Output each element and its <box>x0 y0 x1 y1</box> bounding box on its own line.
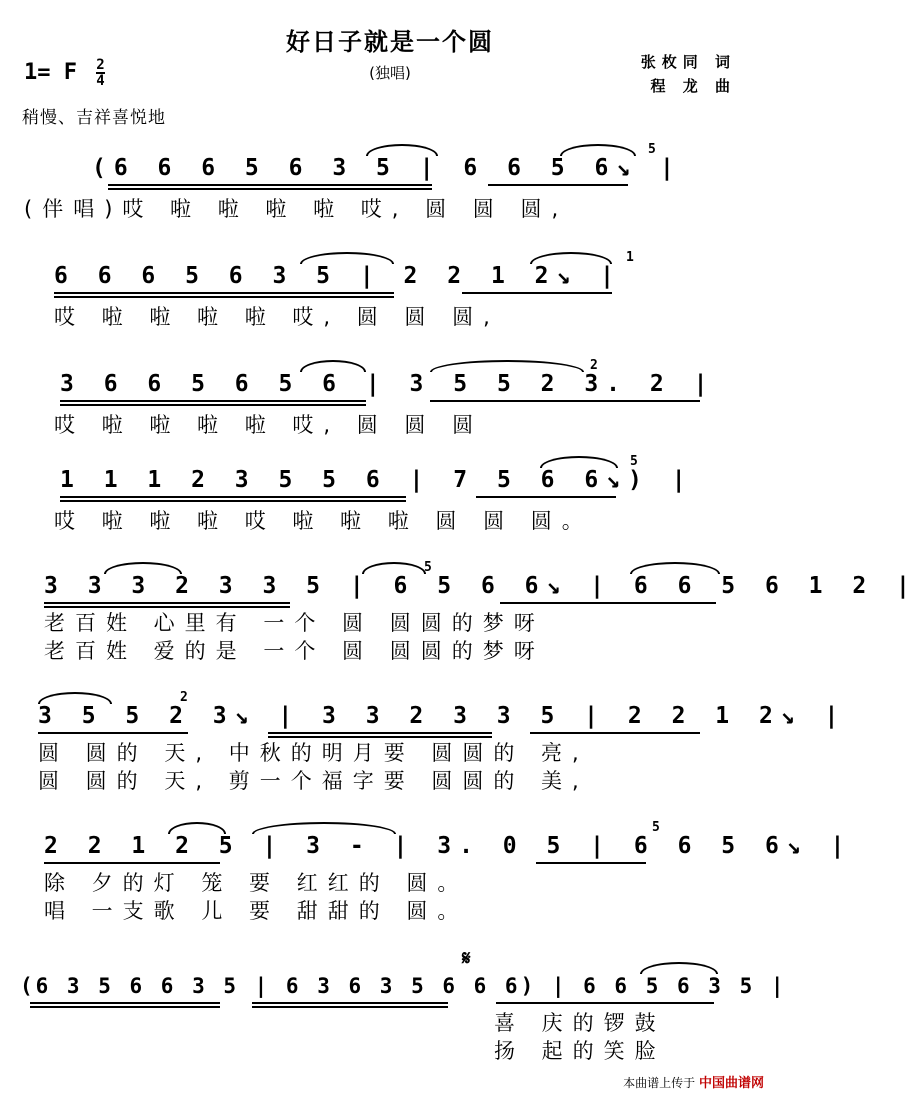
beam-line <box>108 188 432 190</box>
beam-line <box>476 496 616 498</box>
beam-line <box>44 602 290 604</box>
beam-line <box>30 1006 220 1008</box>
grace-note: 5 <box>630 454 638 469</box>
notation-line: 6 6 6 5 6 3 5 | 2 2 1 2↘ | <box>54 263 623 289</box>
credits <box>641 50 736 98</box>
beam-line <box>268 732 492 734</box>
notation-line: 3 5 5 2 3↘ | 3 3 2 3 3 5 | 2 2 1 2↘ | <box>38 703 847 729</box>
time-numerator: 2 <box>96 57 105 73</box>
key-signature <box>24 58 105 88</box>
grace-note: 5 <box>652 820 660 835</box>
beam-line <box>252 1006 448 1008</box>
composer: 程 龙 曲 <box>650 77 736 95</box>
slur <box>168 822 226 834</box>
lyric-line: 除 夕的灯 笼 要 红红的 圆。 <box>44 871 469 895</box>
slur <box>640 962 718 974</box>
beam-line <box>44 862 220 864</box>
upload-text: 本曲谱上传于 <box>623 1076 696 1090</box>
beam-line <box>38 732 188 734</box>
beam-line <box>536 862 646 864</box>
slur <box>540 456 618 468</box>
slur <box>362 562 426 574</box>
beam-line <box>60 500 406 502</box>
lyric-line: 哎 啦 啦 啦 啦 哎, 圆 圆 圆 <box>54 413 484 437</box>
song-title: 好日子就是一个圆 <box>286 28 494 56</box>
slur <box>38 692 112 704</box>
lyric-line: (伴唱)哎 啦 啦 啦 啦 哎, 圆 圆 圆, <box>24 197 569 221</box>
beam-line <box>430 400 700 402</box>
beam-line <box>108 184 432 186</box>
notation-line: 3 3 3 2 3 3 5 | 6 5 6 6↘ | 6 6 5 6 1 2 | <box>44 573 918 599</box>
grace-note: 5 <box>424 560 432 575</box>
beam-line <box>60 496 406 498</box>
score-system-2 <box>0 250 780 346</box>
score-system-6 <box>0 690 847 806</box>
slur <box>430 360 584 372</box>
beam-line <box>496 1002 714 1004</box>
slur <box>630 562 720 574</box>
beam-line <box>530 732 700 734</box>
slur <box>366 144 438 156</box>
segno-sign: 𝄋 <box>462 946 471 970</box>
score-system-5 <box>0 560 918 676</box>
slur <box>252 822 396 834</box>
lyric-line: 圆 圆的 天, 剪一个福字要 圆圆的 美, <box>38 769 589 793</box>
tempo-marking: 稍慢、吉祥喜悦地 <box>22 108 166 128</box>
key-label: 1= F <box>24 60 77 85</box>
slur <box>300 252 394 264</box>
beam-line <box>60 400 366 402</box>
site-logo[interactable]: 中国曲谱网 <box>698 1076 764 1091</box>
slur <box>530 252 612 264</box>
beam-line <box>462 292 612 294</box>
lyric-line: 圆 圆的 天, 中秋的明月要 圆圆的 亮, <box>38 741 589 765</box>
lyricist: 张枚同 词 <box>640 53 736 71</box>
lyric-line: 哎 啦 啦 啦 哎 啦 啦 啦 圆 圆 圆。 <box>54 509 593 533</box>
slur <box>104 562 182 574</box>
score-system-1 <box>0 142 780 238</box>
grace-note: 2 <box>590 358 598 373</box>
score-system-3 <box>0 358 780 454</box>
lyric-line: 扬 起的笑脸 <box>494 1039 666 1063</box>
slur <box>300 360 366 372</box>
song-subtitle: (独唱) <box>369 64 411 82</box>
lyric-line: 喜 庆的锣鼓 <box>494 1011 666 1035</box>
beam-line <box>252 1002 448 1004</box>
lyric-line: 老百姓 心里有 一个 圆 圆圆的梦呀 <box>44 611 545 635</box>
beam-line <box>60 404 366 406</box>
beam-line <box>54 292 394 294</box>
score-system-7 <box>0 820 853 936</box>
notation-line: (6 6 6 5 6 3 5 | 6 6 5 6↘ | <box>92 155 682 181</box>
time-denominator: 4 <box>96 73 105 89</box>
beam-line <box>44 606 290 608</box>
footer <box>623 1072 764 1091</box>
beam-line <box>30 1002 220 1004</box>
score-system-8 <box>0 946 787 1076</box>
slur <box>560 144 636 156</box>
grace-note: 1 <box>626 250 634 265</box>
beam-line <box>268 736 492 738</box>
beam-line <box>500 602 716 604</box>
notation-line: 2 2 1 2 5 | 3 - | 3. 0 5 | 6 6 5 6↘ | <box>44 833 853 859</box>
beam-line <box>488 184 628 186</box>
grace-note: 2 <box>180 690 188 705</box>
notation-line: 3 6 6 5 6 5 6 | 3 5 5 2 3. 2 | <box>60 371 716 397</box>
beam-line <box>54 296 394 298</box>
lyric-line: 哎 啦 啦 啦 啦 哎, 圆 圆 圆, <box>54 305 500 329</box>
lyric-line: 唱 一支歌 儿 要 甜甜的 圆。 <box>44 899 469 923</box>
notation-line: 1 1 1 2 3 5 5 6 | 7 5 6 6↘) | <box>60 467 694 493</box>
notation-line: (6 3 5 6 6 3 5 | 6 3 6 3 5 6 6 6) | 6 6 5 6 3 5 | <box>20 974 787 998</box>
score-system-4 <box>0 454 780 550</box>
grace-note: 5 <box>648 142 656 157</box>
lyric-line: 老百姓 爱的是 一个 圆 圆圆的梦呀 <box>44 639 545 663</box>
